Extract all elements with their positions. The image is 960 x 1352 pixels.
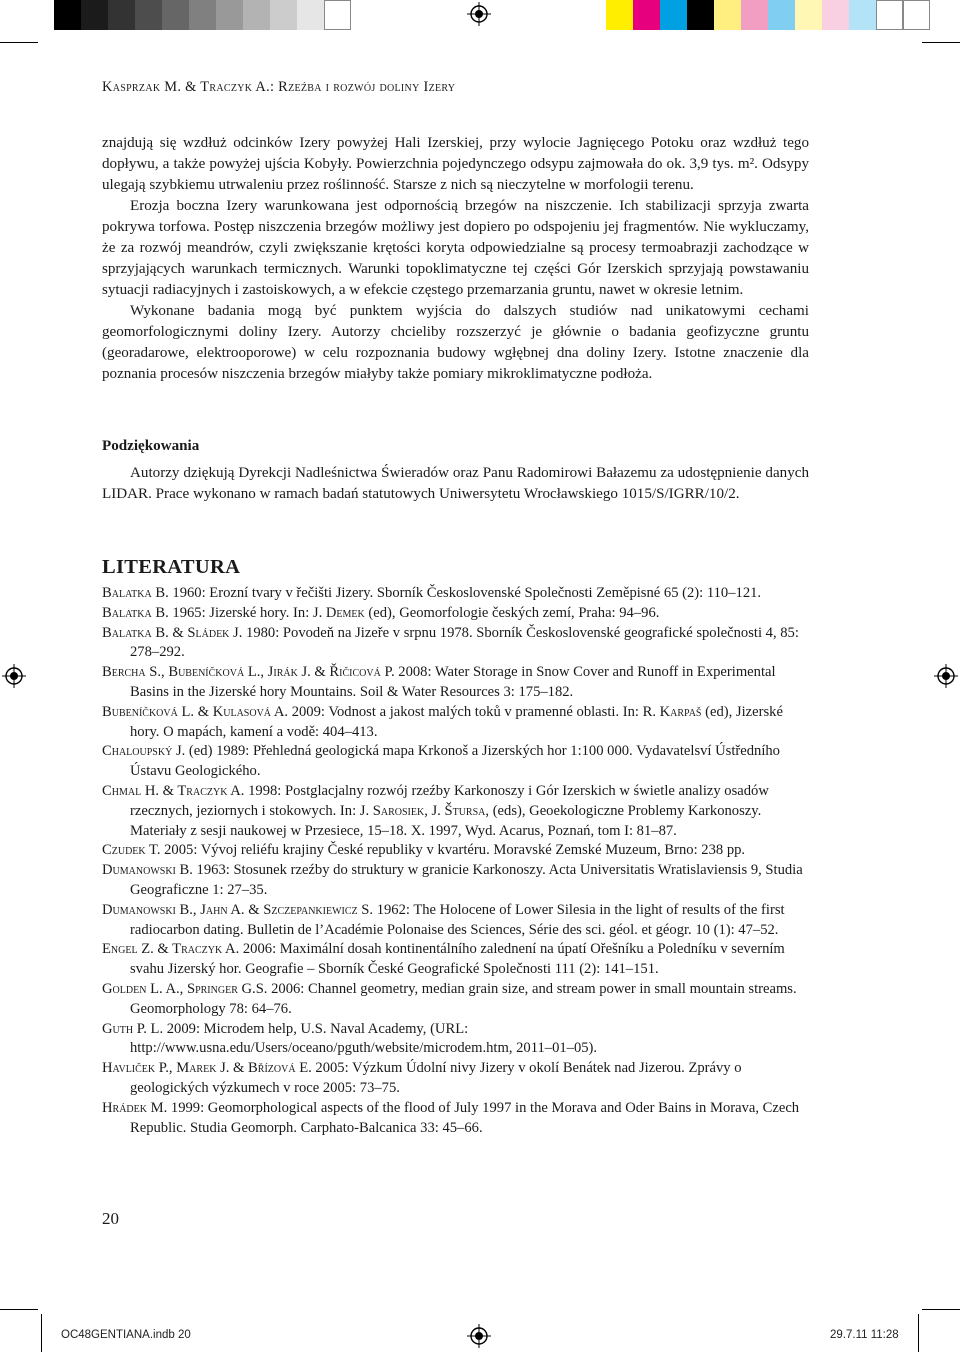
reference-list <box>102 584 809 1138</box>
reference-item <box>102 742 809 782</box>
reference-text: 2005: Vývoj reliéfu krajiny České republiky v kvartéru. Moravské Zemské Muzeum, Brno: 238 pp. <box>160 842 746 859</box>
color-swatch <box>135 0 162 30</box>
color-swatch <box>660 0 687 30</box>
crop-mark <box>922 1309 960 1310</box>
reference-text: 1960: Erozní tvary v řečišti Jizery. Sborník Československé Společnosti Zeměpisné 65 (2): 110–121. <box>168 585 762 601</box>
crop-mark <box>922 42 960 43</box>
reference-author: Havliček P., Marek J. & Břízová E. <box>102 1060 312 1077</box>
reference-item <box>102 663 809 703</box>
reference-text: 2005: Výzkum Údolní nivy Jizery v okolí Benátek nad Jizerou. Zprávy o geologických výzkumech v roce 2005: 73–75. <box>130 1060 742 1096</box>
reference-author: Balatka B. & Sládek J. <box>102 624 243 641</box>
reference-text: (ed), Jizerské hory. O mapách, kamení a vodě: 404–413. <box>130 703 783 740</box>
reference-item <box>102 1020 809 1060</box>
paragraph: znajdują się wzdłuż odcinków Izery powyżej Hali Izerskiej, przy wylocie Jagnięcego Potoku oraz wzdłuż tego dopływu, a także powyżej ujścia Kobyły. Powierzchnia pojedynczego odsypu zajmowała do ok. 3,9 tys. m². Odsypy ulegają szybkiemu utrwaleniu przez roślinność. Starsze z nich są nieczytelne w morfologii terenu. <box>102 135 809 193</box>
color-swatch <box>876 0 903 30</box>
reference-item <box>102 584 809 604</box>
color-swatch <box>81 0 108 30</box>
reference-item <box>102 841 809 861</box>
paragraph: Wykonane badania mogą być punktem wyjścia do dalszych studiów nad unikatowymi cechami geomorfologicznymi doliny Izery. Autorzy chcieliby rozszerzyć je głównie o badania geofizyczne gruntu (georadarowe, elektrooporowe) w celu rozpoznania budowy wgłębnej dna doliny Izery. Istotne znaczenie dla poznania procesów niszczenia brzegów miałyby także pomiary mikroklimatyczne podłoża. <box>102 303 809 382</box>
reference-author: Bercha S., Bubeníčková L., Jirák J. & Řičicová P. <box>102 664 395 681</box>
reference-item <box>102 980 809 1020</box>
reference-author: Chaloupský J. <box>102 743 186 760</box>
reference-text: 1965: Jizerské hory. In: J. <box>168 604 326 621</box>
grayscale-color-bar <box>54 0 351 30</box>
registration-mark-icon <box>934 664 958 688</box>
color-swatch <box>108 0 135 30</box>
color-swatch <box>687 0 714 30</box>
reference-text: 2009: Microdem help, U.S. Naval Academy, (URL: http://www.usna.edu/Users/oceano/pguth/website/microdem.htm, 2011–01–05). <box>130 1020 598 1057</box>
reference-item <box>102 604 809 624</box>
color-swatch <box>714 0 741 30</box>
cmyk-color-bar <box>606 0 930 30</box>
reference-text: 2006: Maximální dosah kontinentálního zalednení na úpatí Ořešníku a Poledníku v severním svahu Jizerský hor. Geografie – Sborník České Geografické Společnosti 111 (2): 141–151. <box>130 941 785 978</box>
reference-author: Balatka B. <box>102 604 169 621</box>
footer-file-name: OC48GENTIANA.indb 20 <box>61 1329 191 1341</box>
registration-mark-icon <box>2 664 26 688</box>
color-swatch <box>822 0 849 30</box>
running-header: Kasprzak M. & Traczyk A.: Rzeźba i rozwój doliny Izery <box>102 79 456 95</box>
reference-author: Dumanowski B. <box>102 862 193 879</box>
reference-item <box>102 703 809 743</box>
acknowledgements-text <box>102 463 809 505</box>
reference-author: Guth P. L. <box>102 1020 164 1037</box>
reference-author: Demek <box>325 604 365 621</box>
reference-text: 1998: Postglacjalny rozwój rzeźby Karkonoszy i Gór Izerskich w świetle analizy osadów rzecznych, jeziornych i stokowych. In: J. <box>130 782 769 819</box>
reference-text: 2008: Water Storage in Snow Cover and Runoff in Experimental Basins in the Jizerské hory Mountains. Soil & Water Resources 3: 175–182. <box>130 664 776 700</box>
reference-text: 2009: Vodnost a jakost malých toků v pramenné oblasti. In: R. <box>288 703 660 720</box>
crop-mark <box>0 42 38 43</box>
crop-mark <box>0 1309 38 1310</box>
reference-author: Karpaš <box>659 703 702 720</box>
reference-author: Bubeníčková L. & Kulasová A. <box>102 703 289 720</box>
color-swatch <box>768 0 795 30</box>
reference-text: (ed) 1989: Přehledná geologická mapa Krkonoš a Jizerských hor 1:100 000. Vydavatelsví Ústředního Ústavu Geologického. <box>130 743 780 780</box>
reference-text: 2006: Channel geometry, median grain size, and stream power in small mountain streams. Geomorphology 78: 64–76. <box>130 980 797 1017</box>
reference-author: Chmal H. & Traczyk A. <box>102 782 245 799</box>
reference-item <box>102 1059 809 1099</box>
reference-author: Czudek T. <box>102 842 161 859</box>
reference-text: (ed), Geomorfologie českých zemí, Praha: 94–96. <box>364 604 660 621</box>
registration-mark-icon <box>467 1324 491 1348</box>
color-swatch <box>162 0 189 30</box>
reference-text: , (eds), Geoekologiczne Problemy Karkonoszy. Materiały z sesji naukowej w Przesiece, 15–18. X. 1997, Wyd. Acarus, Poznań, tom I: 81–87. <box>130 802 762 839</box>
reference-text: 1963: Stosunek rzeźby do struktury w granicie Karkonoszy. Acta Universitatis Wratislaviensis 9, Studia Geograficzne 1: 27–35. <box>130 862 803 898</box>
color-swatch <box>189 0 216 30</box>
reference-item <box>102 782 809 841</box>
reference-author: Dumanowski B., Jahn A. & Szczepankiewicz S. <box>102 901 374 918</box>
color-swatch <box>633 0 660 30</box>
acknowledgements-heading: Podziękowania <box>102 438 200 454</box>
color-swatch <box>243 0 270 30</box>
reference-author: Štursa <box>444 802 486 819</box>
page-number: 20 <box>102 1209 119 1228</box>
color-swatch <box>54 0 81 30</box>
reference-author: Engel Z. & Traczyk A. <box>102 941 240 958</box>
crop-mark <box>41 1314 42 1352</box>
footer-timestamp: 29.7.11 11:28 <box>830 1329 899 1341</box>
color-swatch <box>324 0 351 30</box>
paragraph: Erozja boczna Izery warunkowana jest odpornością brzegów na niszczenie. Ich stabilizacji sprzyja zwarta pokrywa torfowa. Postęp niszczenia brzegów możliwy jest dopiero po odspojeniu jej fragmentów. Nie wykluczamy, że za rozwój meandrów, czyli zwiększanie krętości koryta odpowiedzialne są procesy termoabrazji zachodzące w sprzyjających warunkach termicznych. Warunki topoklimatyczne tej części Gór Izerskich sprzyjają powstawaniu sytuacji radiacyjnych i zastoiskowych, a w efekcie częstego przemarzania gruntu, nawet w okresie letnim. <box>102 198 809 298</box>
reference-author: Sarosiek <box>372 802 425 819</box>
crop-mark <box>918 1314 919 1352</box>
reference-item <box>102 1099 809 1139</box>
color-swatch <box>297 0 324 30</box>
paragraph: Autorzy dziękują Dyrekcji Nadleśnictwa Świeradów oraz Panu Radomirowi Bałazemu za udostępnienie danych LIDAR. Prace wykonano w ramach badań statutowych Uniwersytetu Wrocławskiego 1015/S/IGRR/10/2. <box>102 465 809 502</box>
color-swatch <box>270 0 297 30</box>
color-swatch <box>741 0 768 30</box>
color-swatch <box>903 0 930 30</box>
reference-text: 1999: Geomorphological aspects of the flood of July 1997 in the Morava and Oder Bains in Morava, Czech Republic. Studia Geomorph. Carphato-Balcanica 33: 45–66. <box>130 1099 800 1136</box>
reference-text: 1980: Povodeň na Jizeře v srpnu 1978. Sborník Československé geografické společnosti 4, 85: 278–292. <box>130 624 799 661</box>
reference-item <box>102 624 809 664</box>
reference-author: Golden L. A., Springer G.S. <box>102 980 268 997</box>
reference-item <box>102 861 809 901</box>
color-swatch <box>606 0 633 30</box>
reference-text: 1962: The Holocene of Lower Silesia in the light of results of the first radiocarbon dating. Bulletin de l’Académie Polonaise des Sciences, Série des sci. géol. et géogr. 10 (1): 47–52. <box>130 901 785 938</box>
color-swatch <box>795 0 822 30</box>
reference-text: , J. <box>424 802 445 819</box>
registration-mark-icon <box>467 2 491 26</box>
body-text <box>102 133 809 385</box>
color-swatch <box>849 0 876 30</box>
reference-item <box>102 901 809 941</box>
reference-author: Hrádek M. <box>102 1099 168 1116</box>
color-swatch <box>216 0 243 30</box>
reference-item <box>102 940 809 980</box>
reference-author: Balatka B. <box>102 585 169 601</box>
literature-heading: LITERATURA <box>102 556 241 578</box>
